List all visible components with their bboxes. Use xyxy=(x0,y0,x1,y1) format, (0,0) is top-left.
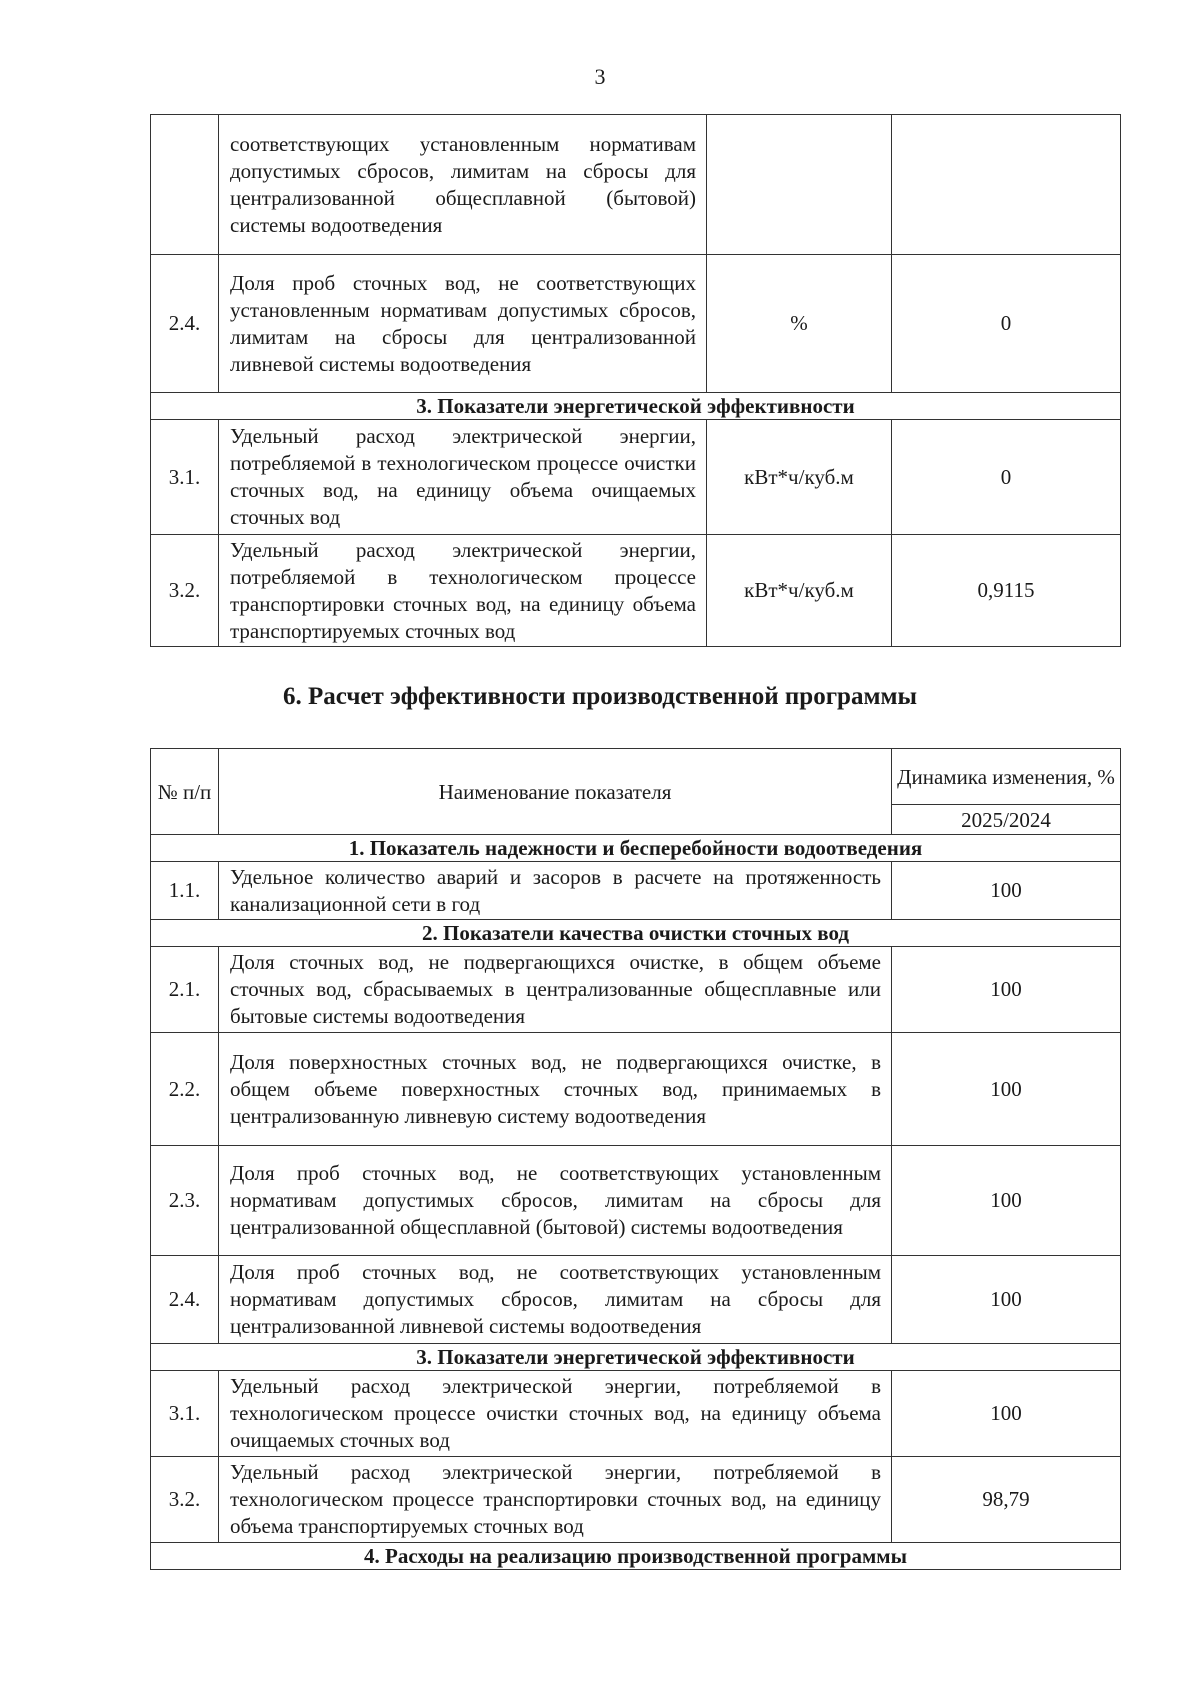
indicator-name: Доля проб сточных вод, не соответствующих установленным нормативам допустимых сбросов, лимитам на сбросы для централизованной ливневой системы водоотведения xyxy=(219,255,707,393)
indicator-name: Доля поверхностных сточных вод, не подвергающихся очистке, в общем объеме поверхностных сточных вод, принимаемых в централизованную ливневую систему водоотведения xyxy=(219,1033,892,1146)
row-number: 1.1. xyxy=(151,862,219,920)
table-row xyxy=(151,1033,1121,1146)
efficiency-table xyxy=(150,748,1121,1570)
table-row xyxy=(151,535,1121,647)
value-cell: 100 xyxy=(892,1033,1121,1146)
row-number: 2.4. xyxy=(151,1256,219,1344)
row-number: 2.2. xyxy=(151,1033,219,1146)
row-number: 3.1. xyxy=(151,420,219,535)
unit-cell: кВт*ч/куб.м xyxy=(707,420,892,535)
table-row xyxy=(151,115,1121,255)
section-title: 4. Расходы на реализацию производственной программы xyxy=(151,1543,1121,1570)
indicator-name: соответствующих установленным нормативам допустимых сбросов, лимитам на сбросы для централизованной общесплавной (бытовой) системы водоотведения xyxy=(219,115,707,255)
value-cell: 100 xyxy=(892,1146,1121,1256)
unit-cell: кВт*ч/куб.м xyxy=(707,535,892,647)
table-row xyxy=(151,1371,1121,1457)
indicator-name: Доля проб сточных вод, не соответствующих установленным нормативам допустимых сбросов, лимитам на сбросы для централизованной общесплавной (бытовой) системы водоотведения xyxy=(219,1146,892,1256)
value-cell: 100 xyxy=(892,1371,1121,1457)
row-number: 3.2. xyxy=(151,535,219,647)
header-row xyxy=(151,749,1121,805)
value-cell: 0 xyxy=(892,255,1121,393)
row-number: 3.2. xyxy=(151,1457,219,1543)
page-number: 3 xyxy=(594,64,606,89)
row-number: 2.1. xyxy=(151,947,219,1033)
unit-cell xyxy=(707,115,892,255)
table-row xyxy=(151,255,1121,393)
header-name: Наименование показателя xyxy=(219,749,892,835)
table-row xyxy=(151,1146,1121,1256)
row-number: 3.1. xyxy=(151,1371,219,1457)
value-cell xyxy=(892,115,1121,255)
header-period: 2025/2024 xyxy=(892,805,1121,835)
section-row xyxy=(151,1543,1121,1570)
indicator-name: Удельное количество аварий и засоров в расчете на протяженность канализационной сети в год xyxy=(219,862,892,920)
section-title: 3. Показатели энергетической эффективности xyxy=(151,1344,1121,1371)
section-row xyxy=(151,393,1121,420)
section-6-title: 6. Расчет эффективности производственной программы xyxy=(282,683,918,710)
section-row xyxy=(151,1344,1121,1371)
indicator-name: Удельный расход электрической энергии, потребляемой в технологическом процессе транспортировки сточных вод, на единицу объема транспортируемых сточных вод xyxy=(219,1457,892,1543)
row-number: 2.3. xyxy=(151,1146,219,1256)
value-cell: 0 xyxy=(892,420,1121,535)
unit-cell: % xyxy=(707,255,892,393)
section-title: 2. Показатели качества очистки сточных вод xyxy=(151,920,1121,947)
header-number: № п/п xyxy=(151,749,219,835)
indicator-name: Удельный расход электрической энергии, потребляемой в технологическом процессе очистки сточных вод, на единицу объема очищаемых сточных вод xyxy=(219,1371,892,1457)
value-cell: 98,79 xyxy=(892,1457,1121,1543)
indicator-name: Доля сточных вод, не подвергающихся очистке, в общем объеме сточных вод, сбрасываемых в централизованные общесплавные или бытовые системы водоотведения xyxy=(219,947,892,1033)
section-title: 3. Показатели энергетической эффективности xyxy=(151,393,1121,420)
table-row xyxy=(151,420,1121,535)
indicators-table-continued xyxy=(150,114,1121,647)
row-number: 2.4. xyxy=(151,255,219,393)
section-title: 1. Показатель надежности и бесперебойности водоотведения xyxy=(151,835,1121,862)
indicator-name: Доля проб сточных вод, не соответствующих установленным нормативам допустимых сбросов, лимитам на сбросы для централизованной ливневой системы водоотведения xyxy=(219,1256,892,1344)
value-cell: 100 xyxy=(892,1256,1121,1344)
table-row xyxy=(151,862,1121,920)
table-row xyxy=(151,1457,1121,1543)
table-row xyxy=(151,947,1121,1033)
header-dynamics: Динамика изменения, % xyxy=(892,749,1121,805)
section-row xyxy=(151,835,1121,862)
indicator-name: Удельный расход электрической энергии, потребляемой в технологическом процессе транспортировки сточных вод, на единицу объема транспортируемых сточных вод xyxy=(219,535,707,647)
value-cell: 100 xyxy=(892,862,1121,920)
table-row xyxy=(151,1256,1121,1344)
value-cell: 100 xyxy=(892,947,1121,1033)
indicator-name: Удельный расход электрической энергии, потребляемой в технологическом процессе очистки сточных вод, на единицу объема очищаемых сточных вод xyxy=(219,420,707,535)
section-row xyxy=(151,920,1121,947)
row-number xyxy=(151,115,219,255)
value-cell: 0,9115 xyxy=(892,535,1121,647)
